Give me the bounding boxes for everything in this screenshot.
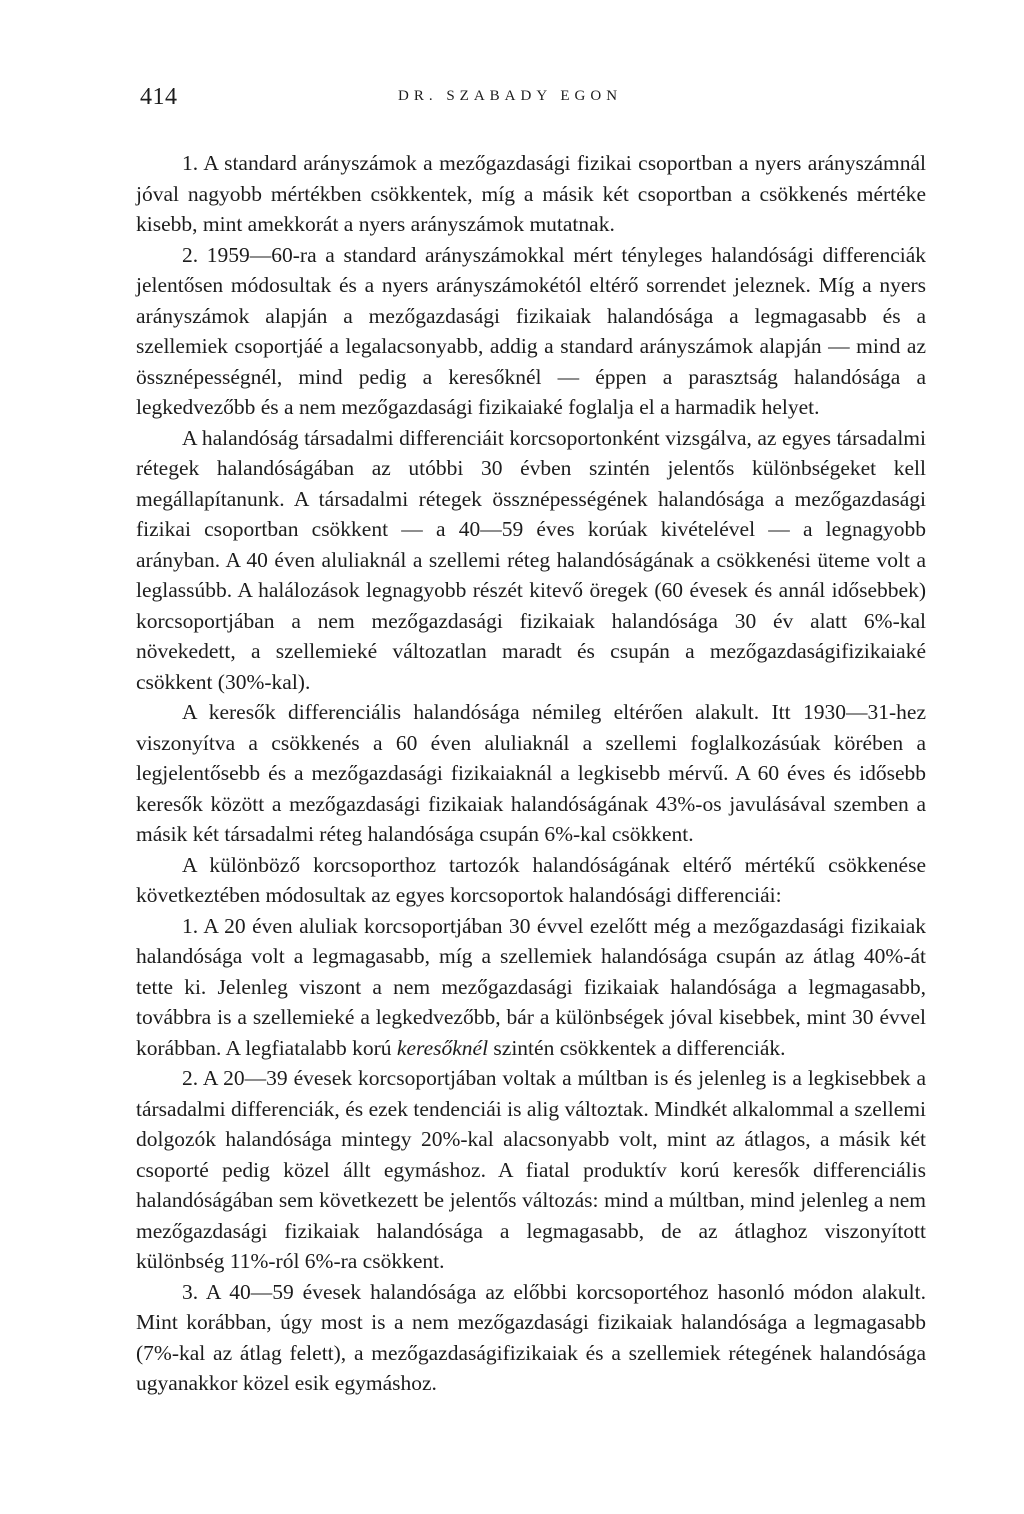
paragraph-6-emphasis: keresőknél: [396, 1035, 489, 1060]
document-page: [136, 84, 926, 1399]
paragraph-7: 2. A 20—39 évesek korcsoportjában voltak a múltban is és jelenleg is a legkisebbek a társadalmi differenciák, és ezek tendenciái is alig változtak. Mindkét alkalommal a szellemi dolgozók halandósága mintegy 20%-kal alacsonyabb volt, mint az átlagos, a másik két csoporté pedig közel állt egymáshoz. A fiatal produktív korú keresők differenciális halandóságában sem következett be jelentős változás: mind a múltban, mind jelenleg a nem mezőgazdasági fizikaiak halandósága a legmagasabb, de az átlaghoz viszonyított különbség 11%-ról 6%-ra csökkent.: [136, 1066, 926, 1273]
paragraph-2: 2. 1959—60-ra a standard arányszámokkal mért tényleges halandósági differenciák jelentősen módosultak és a nyers arányszámokétól eltérő sorrendet jeleznek. Míg a nyers arányszámok alapján a mezőgazdasági fizikaiak halandósága a legmagasabb és a szellemiek csoportjáé a legalacsonyabb, addig a standard arányszámok alapján — mind az össznépességnél, mind pedig a keresőknél — éppen a parasztság halandósága a legkedvezőbb és a nem mezőgazdasági fizikaiaké foglalja el a harmadik helyet.: [136, 242, 926, 419]
paragraph-1: 1. A standard arányszámok a mezőgazdasági fizikai csoportban a nyers arányszámnál jóval nagyobb mértékben csökkentek, míg a másik két csoportban a csökkenés mértéke kisebb, mint amekkorát a nyers arányszámok mutatnak.: [136, 151, 926, 236]
running-head: [136, 84, 926, 124]
page-number: 414: [140, 84, 178, 110]
running-head-author: DR. SZABADY EGON: [398, 88, 623, 104]
paragraph-6-text-before: 1. A 20 éven aluliak korcsoportjában 30 évvel ezelőtt még a mezőgazdasági fizikaiak halandósága volt a legmagasabb, míg a szellemiek halandósága csupán az átlag 40%-át tette ki. Jelenleg viszont a nem mezőgazdasági fizikaiak halandósága a legmagasabb, továbbra is a szellemieké a legkedvezőbb, bár a különbségek jóval kisebbek, mint 30 évvel korábban. A legfiatalabb korú: [136, 913, 926, 1060]
paragraph-6: [136, 911, 926, 1064]
paragraph-3: A halandóság társadalmi differenciáit korcsoportonként vizsgálva, az egyes társadalmi rétegek halandóságában az utóbbi 30 évben szintén jelentős különbségeket kell megállapítanunk. A társadalmi rétegek össznépességének halandósága a mezőgazdasági fizikai csoportban csökkent — a 40—59 éves korúak kivételével — a legnagyobb arányban. A 40 éven aluliaknál a szellemi réteg halandóságának a csökkenési üteme volt a leglassúbb. A halálozások legnagyobb részét kitevő öregek (60 évesek és annál idősebbek) korcsoportjában a nem mezőgazdasági fizikaiak halandósága 30 év alatt 6%-kal növekedett, a szellemieké változatlan maradt és csupán a mezőgazdaságifizikaiaké csökkent (30%-kal).: [136, 425, 926, 694]
paragraph-6-text-after: szintén csökkentek a differenciák.: [488, 1035, 786, 1060]
paragraph-4: A keresők differenciális halandósága némileg eltérően alakult. Itt 1930—31-hez viszonyítva a csökkenés a 60 éven aluliaknál a szellemi foglalkozásúak körében a legjelentősebb és a mezőgazdasági fizikaiaknál a legkisebb mérvű. A 60 éves és idősebb keresők között a mezőgazdasági fizikaiak halandóságának 43%-os javulásával szemben a másik két társadalmi réteg halandósága csupán 6%-kal csökkent.: [136, 700, 926, 846]
paragraph-5: A különböző korcsoporthoz tartozók halandóságának eltérő mértékű csökkenése következtében módosultak az egyes korcsoportok halandósági differenciái:: [136, 852, 926, 907]
paragraph-8: 3. A 40—59 évesek halandósága az előbbi korcsoportéhoz hasonló módon alakult. Mint korábban, úgy most is a nem mezőgazdasági fizikaiak halandósága a legmagasabb (7%-kal az átlag felett), a mezőgazdaságifizikaiak és a szellemiek rétegének halandósága ugyanakkor közel esik egymáshoz.: [136, 1279, 926, 1395]
body-text: [136, 148, 926, 1399]
